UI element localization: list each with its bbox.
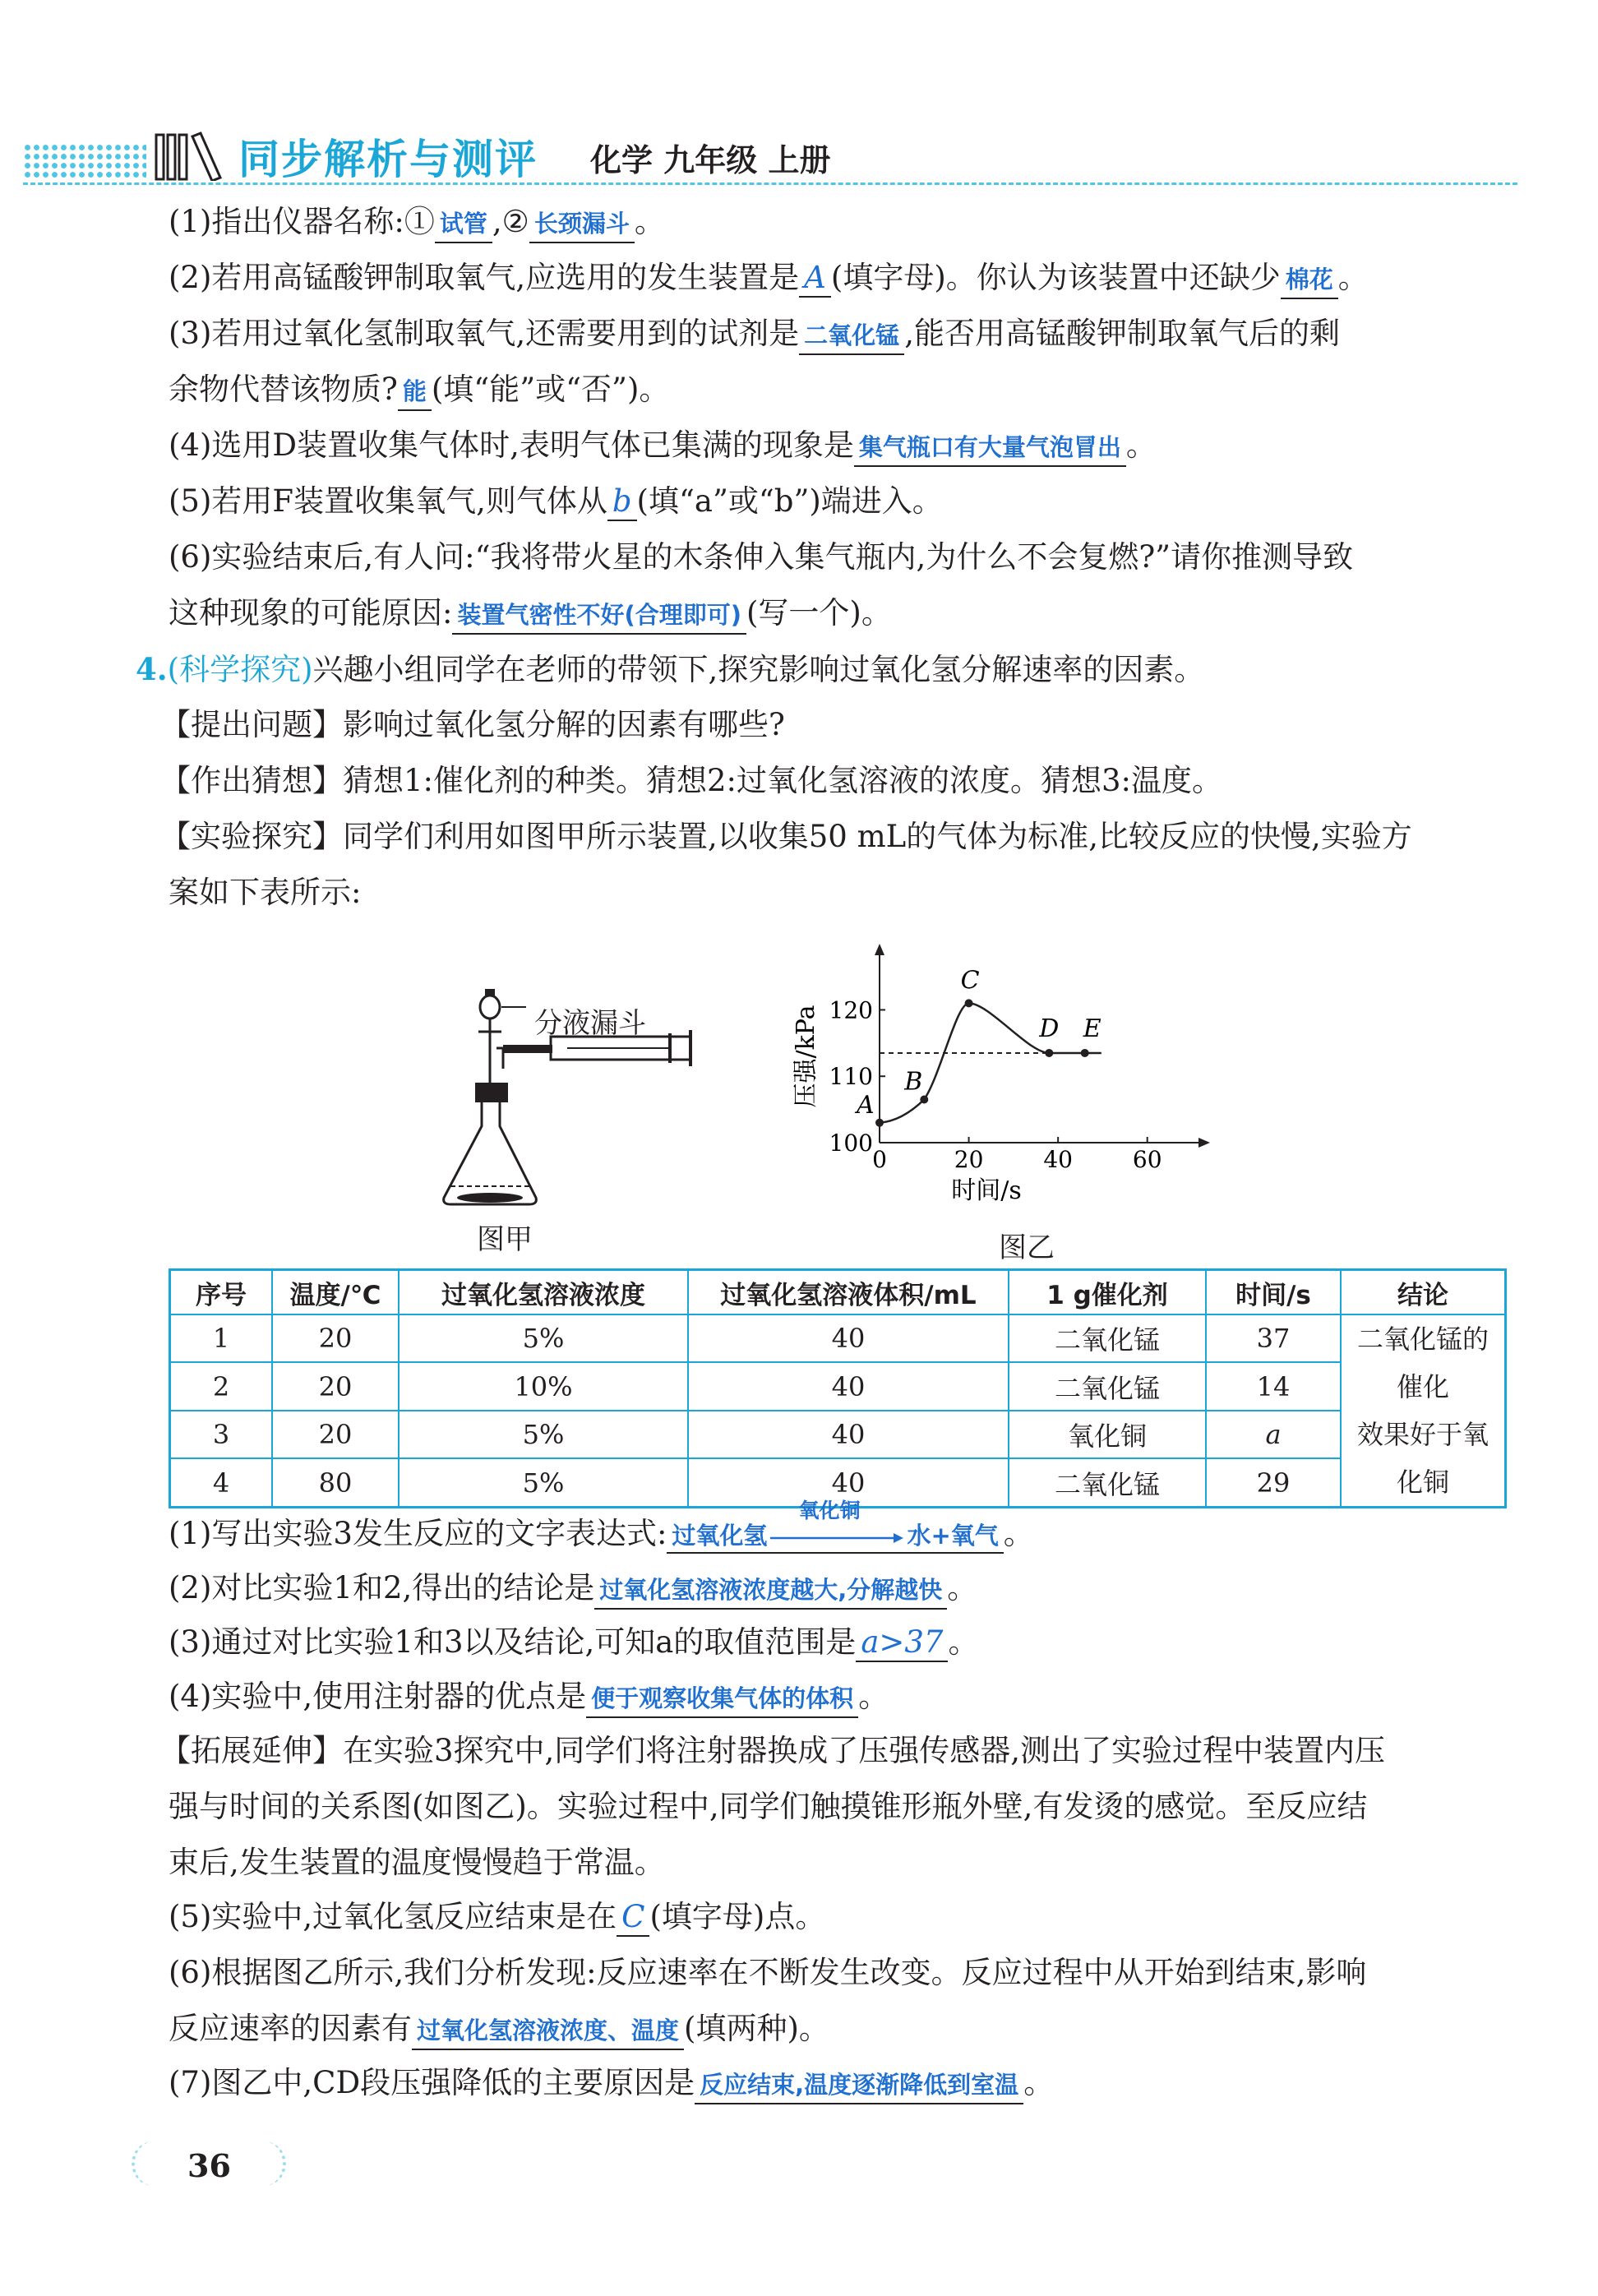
- books-logo-icon: [155, 130, 227, 181]
- answer: a>37: [856, 1626, 948, 1662]
- table-header-cell: 1 g催化剂: [1009, 1270, 1206, 1315]
- table-cell: 20: [272, 1362, 399, 1410]
- arrow-icon: [770, 1532, 903, 1544]
- answer: 集气瓶口有大量气泡冒出: [854, 431, 1126, 467]
- q4-sub4: [169, 1675, 889, 1718]
- text: (填两种)。: [684, 2011, 829, 2046]
- table-cell: 40: [688, 1411, 1009, 1458]
- text: (5)若用F装置收集氧气,则气体从: [169, 483, 607, 519]
- figure-a-caption: 图甲: [477, 1223, 533, 1256]
- table-row: [170, 1411, 1506, 1458]
- text: (7)图乙中,CD段压强降低的主要原因是: [169, 2065, 695, 2100]
- header-divider: [23, 182, 1517, 185]
- table-cell: 20: [272, 1314, 399, 1362]
- data-point-e: [1081, 1049, 1089, 1057]
- q4-guess: 【作出猜想】猜想1:催化剂的种类。猜想2:过氧化氢溶液的浓度。猜想3:温度。: [160, 763, 1223, 798]
- table-row: [170, 1362, 1506, 1410]
- answer: 棉花: [1281, 263, 1338, 299]
- q4-ask: 【提出问题】影响过氧化氢分解的因素有哪些?: [160, 707, 785, 742]
- answer: C: [617, 1901, 649, 1937]
- text: (2)若用高锰酸钾制取氧气,应选用的发生装置是: [169, 260, 800, 295]
- table-header-cell: 结论: [1341, 1270, 1506, 1315]
- experiment-table: [169, 1268, 1507, 1508]
- table-cell: 1: [170, 1314, 273, 1362]
- table-cell: a: [1206, 1411, 1341, 1458]
- reaction-arrow: [767, 1499, 907, 1552]
- text: 。: [634, 204, 665, 239]
- q4-sub3: [169, 1621, 978, 1664]
- table-cell: 3: [170, 1411, 273, 1458]
- table-cell: 10%: [399, 1362, 688, 1410]
- table-cell: 二氧化锰: [1009, 1458, 1206, 1507]
- text: 这种现象的可能原因:: [169, 595, 453, 631]
- point-label-a: A: [857, 1090, 875, 1120]
- table-header-row: [170, 1270, 1506, 1315]
- figure-apparatus: [427, 982, 707, 1254]
- table-cell: 4: [170, 1458, 273, 1507]
- table-cell: 40: [688, 1458, 1009, 1507]
- data-point-a: [875, 1119, 884, 1127]
- table-cell: 二氧化锰: [1009, 1362, 1206, 1410]
- text: (3)通过对比实验1和3以及结论,可知a的取值范围是: [169, 1624, 857, 1660]
- word-equation: [667, 1499, 1003, 1554]
- question-number: 4.: [136, 651, 168, 687]
- y-tick-label: 120: [829, 996, 873, 1024]
- text: ,能否用高锰酸钾制取氧气后的剩: [904, 316, 1340, 351]
- question-tag: (科学探究): [167, 652, 313, 687]
- q4-sub6: (6)根据图乙所示,我们分析发现:反应速率在不断发生改变。反应过程中从开始到结束,影响: [169, 1955, 1367, 1990]
- text: ,②: [492, 204, 529, 239]
- text: (填“能”或“否”)。: [431, 372, 670, 407]
- table-cell: 14: [1206, 1362, 1341, 1410]
- answer: 过氧化氢溶液浓度、温度: [412, 2014, 684, 2050]
- table-header-cell: 时间/s: [1206, 1270, 1341, 1315]
- x-tick-label: 40: [1043, 1146, 1073, 1173]
- table-cell: 5%: [399, 1314, 688, 1362]
- q4-extension-cont2: 束后,发生装置的温度慢慢趋于常温。: [169, 1845, 665, 1880]
- q3-part6-cont: [169, 592, 892, 635]
- table-cell: 20: [272, 1411, 399, 1458]
- table-row: [170, 1314, 1506, 1362]
- text: (6)实验结束后,有人问:“我将带火星的木条伸入集气瓶内,为什么不会复燃?”请你推测导致: [169, 539, 1354, 575]
- answer: 便于观察收集气体的体积: [586, 1682, 858, 1718]
- q3-part3: [169, 312, 1340, 355]
- table-cell: 37: [1206, 1314, 1341, 1362]
- q3-part2: [169, 256, 1369, 299]
- x-tick-label: 20: [954, 1146, 984, 1173]
- text: (1)写出实验3发生反应的文字表达式:: [169, 1516, 667, 1551]
- table-cell: 5%: [399, 1458, 688, 1507]
- text: 兴趣小组同学在老师的带领下,探究影响过氧化氢分解速率的因素。: [312, 652, 1205, 687]
- answer: 装置气密性不好(合理即可): [452, 598, 746, 635]
- text: 。: [1125, 427, 1157, 463]
- text: 。: [1003, 1516, 1034, 1551]
- q4-explore-cont: 案如下表所示:: [169, 875, 362, 910]
- text: (5)实验中,过氧化氢反应结束是在: [169, 1899, 617, 1934]
- q4-sub1: [169, 1499, 1034, 1555]
- page-header: [23, 123, 1517, 189]
- text: 。: [948, 1624, 979, 1660]
- text: (2)对比实验1和2,得出的结论是: [169, 1570, 595, 1605]
- brand-title: 同步解析与测评: [238, 136, 538, 183]
- text: 余物代替该物质?: [169, 372, 398, 407]
- header-dots-decoration: [23, 143, 146, 178]
- q3-part6: [169, 536, 1353, 579]
- point-label-d: D: [1039, 1014, 1060, 1043]
- pressure-chart-svg: [781, 937, 1241, 1233]
- answer: A: [799, 261, 831, 298]
- q4-intro: [136, 648, 1204, 691]
- reaction-condition: 氧化铜: [798, 1499, 861, 1522]
- conclusion-line: 二氧化锰的催化: [1356, 1324, 1489, 1402]
- q4-sub6-cont: [169, 2007, 829, 2050]
- table-cell: 二氧化锰: [1009, 1314, 1206, 1362]
- data-point-c: [965, 999, 973, 1007]
- text: (填字母)点。: [649, 1899, 826, 1934]
- text: (4)实验中,使用注射器的优点是: [169, 1679, 587, 1714]
- page-number: 36: [187, 2147, 231, 2184]
- point-label-c: C: [960, 966, 980, 996]
- data-point-b: [920, 1096, 928, 1104]
- text: (1)指出仪器名称:①: [169, 204, 435, 239]
- q4-extension: 【拓展延伸】在实验3探究中,同学们将注射器换成了压强传感器,测出了实验过程中装置内压: [160, 1733, 1386, 1768]
- text: (3)若用过氧化氢制取氧气,还需要用到的试剂是: [169, 316, 800, 351]
- answer: 能: [398, 375, 432, 411]
- table-conclusion-cell: [1341, 1314, 1506, 1508]
- subject-title: 化学 九年级 上册: [590, 142, 831, 178]
- q4-sub2: [169, 1567, 977, 1610]
- table-cell: 29: [1206, 1458, 1341, 1507]
- answer: 试管: [435, 207, 492, 243]
- y-tick-label: 110: [829, 1063, 873, 1091]
- x-tick-label: 0: [872, 1146, 887, 1173]
- table-cell: 2: [170, 1362, 273, 1410]
- table-cell: 5%: [399, 1411, 688, 1458]
- text: 反应速率的因素有: [169, 2011, 412, 2046]
- q4-sub7: [169, 2062, 1054, 2104]
- q3-part3-cont: [169, 368, 669, 411]
- table-cell: 40: [688, 1314, 1009, 1362]
- answer: 二氧化锰: [799, 319, 904, 355]
- text: 。: [1337, 260, 1369, 295]
- product: 水+氧气: [907, 1522, 999, 1550]
- text: (写一个)。: [746, 595, 892, 631]
- table-header-cell: 过氧化氢溶液体积/mL: [688, 1270, 1009, 1315]
- q4-extension-cont: 强与时间的关系图(如图乙)。实验过程中,同学们触摸锥形瓶外壁,有发烫的感觉。至反应结: [169, 1789, 1368, 1824]
- x-tick-label: 60: [1132, 1146, 1162, 1173]
- point-label-e: E: [1083, 1014, 1102, 1043]
- chart-caption: 图乙: [999, 1231, 1055, 1264]
- text: 。: [1023, 2065, 1055, 2100]
- table-cell: 40: [688, 1362, 1009, 1410]
- q3-part5: [169, 480, 943, 523]
- text: 。: [858, 1679, 889, 1714]
- pressure-series-line: [880, 1003, 1102, 1122]
- q3-part4: [169, 424, 1157, 467]
- funnel-label: 分液漏斗: [534, 1007, 646, 1040]
- q4-explore: 【实验探究】同学们利用如图甲所示装置,以收集50 mL的气体为标准,比较反应的快慢,实验方: [160, 819, 1412, 854]
- answer: 长颈漏斗: [529, 207, 635, 243]
- data-point-d: [1045, 1049, 1053, 1057]
- point-label-b: B: [904, 1067, 923, 1097]
- q4-sub5: [169, 1896, 825, 1938]
- y-tick-label: 100: [829, 1130, 873, 1157]
- table-header-cell: 序号: [170, 1270, 273, 1315]
- conclusion-line: 效果好于氧化铜: [1356, 1419, 1489, 1498]
- answer: 过氧化氢溶液浓度越大,分解越快: [594, 1573, 947, 1610]
- x-axis-arrow: [1198, 1138, 1210, 1148]
- table-header-cell: 温度/℃: [272, 1270, 399, 1315]
- text: (4)选用D装置收集气体时,表明气体已集满的现象是: [169, 427, 854, 463]
- x-axis-label: 时间/s: [951, 1176, 1022, 1205]
- figure-pressure-chart: [781, 937, 1241, 1266]
- text: 。: [947, 1570, 978, 1605]
- answer: 反应结束,温度逐渐降低到室温: [695, 2068, 1023, 2104]
- table-header-cell: 过氧化氢溶液浓度: [399, 1270, 688, 1315]
- y-axis-arrow: [875, 944, 884, 955]
- reactant: 过氧化氢: [672, 1522, 768, 1550]
- y-axis-label: 压强/kPa: [792, 1005, 820, 1108]
- text: (填字母)。你认为该装置中还缺少: [830, 260, 1281, 295]
- table-cell: 氧化铜: [1009, 1411, 1206, 1458]
- text: (填“a”或“b”)端进入。: [636, 483, 943, 519]
- answer: b: [607, 485, 637, 521]
- q3-part1: [169, 201, 665, 243]
- table-cell: 80: [272, 1458, 399, 1507]
